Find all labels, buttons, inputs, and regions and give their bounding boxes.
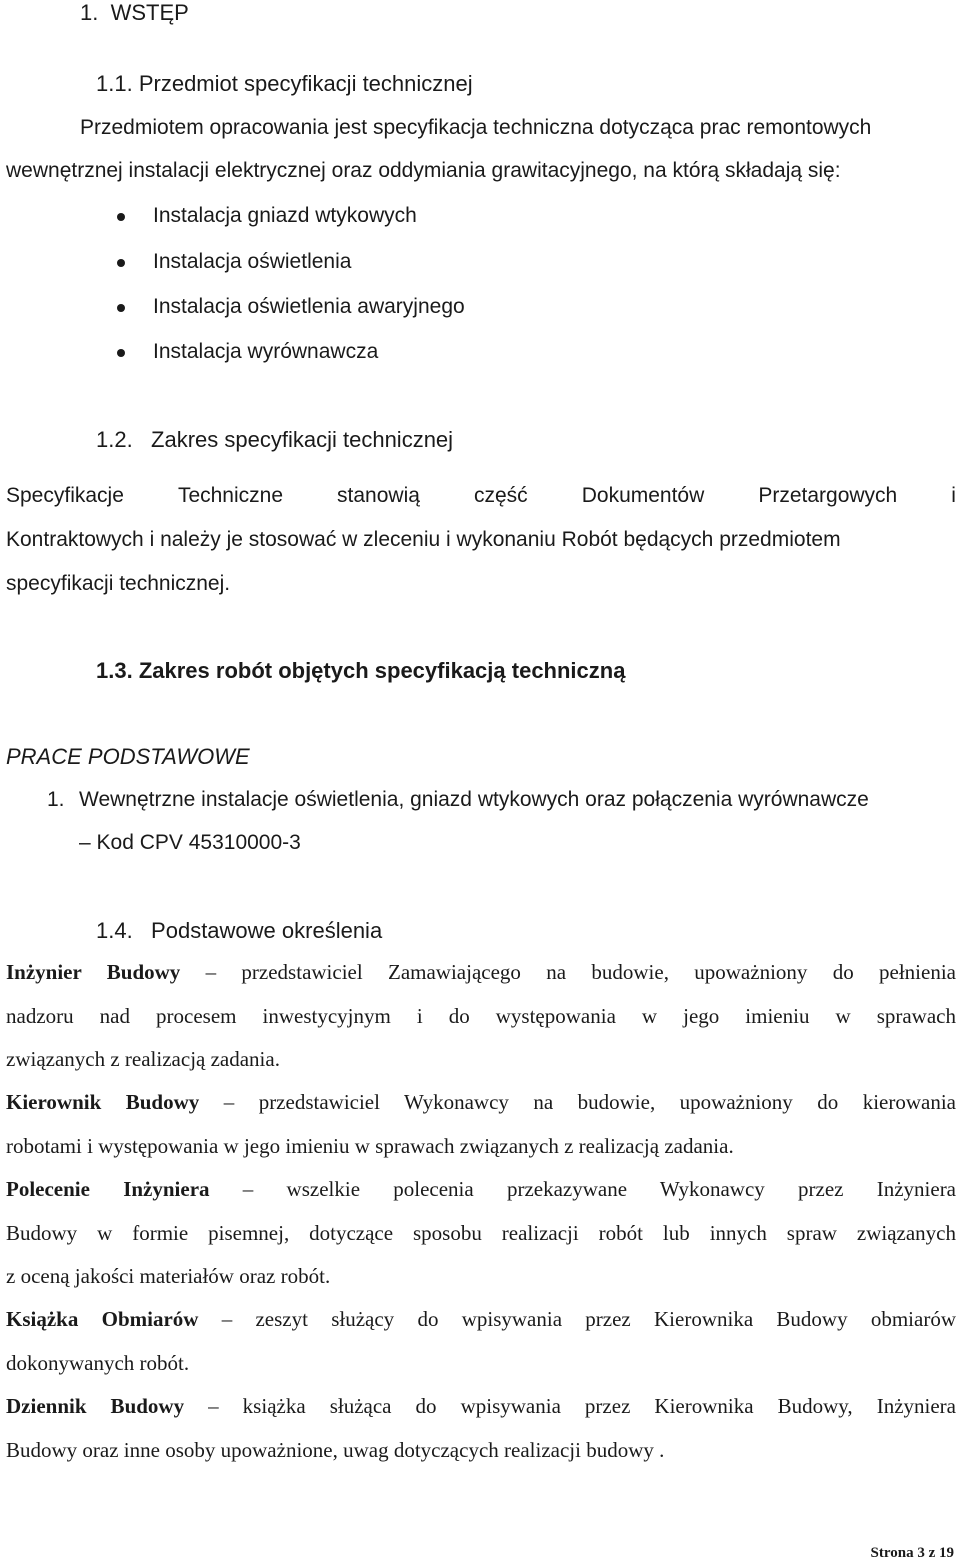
definition-line-1: Kierownik Budowy – przedstawiciel Wykonawcy na budowie, upoważniony do kierowania [6, 1090, 956, 1114]
section-1-2-title: Zakres specyfikacji technicznej [151, 427, 454, 452]
definition-line-2: robotami i występowania w jego imieniu w sprawach związanych z realizacją zadania. [6, 1134, 734, 1158]
bullet-icon [117, 349, 125, 357]
bullet-item: Instalacja oświetlenia awaryjnego [153, 295, 465, 318]
heading-1-title: WSTĘP [110, 0, 189, 25]
heading-1 [80, 0, 189, 26]
section-1-2-para-line-1: Specyfikacje Techniczne stanowią część Dokumentów Przetargowych i [6, 484, 956, 507]
bullet-item: Instalacja gniazd wtykowych [153, 204, 417, 227]
definition-line-2: nadzoru nad procesem inwestycyjnym i do występowania w jego imieniu w sprawach [6, 1004, 956, 1028]
section-1-2-para-line-2: Kontraktowych i należy je stosować w zleceniu i wykonaniu Robót będących przedmiotem [6, 528, 841, 551]
section-1-1-heading [96, 71, 473, 97]
section-1-1-number: 1.1. [96, 71, 133, 96]
section-1-1-title: Przedmiot specyfikacji technicznej [138, 71, 473, 96]
page-number: Strona 3 z 19 [870, 1545, 954, 1561]
definition-term: Dziennik Budowy [6, 1394, 185, 1418]
work-item-number: 1. [47, 788, 65, 811]
definition-line-2: Budowy oraz inne osoby upoważnione, uwag dotyczących realizacji budowy . [6, 1438, 665, 1462]
work-item-line-2: – Kod CPV 45310000-3 [79, 831, 301, 854]
bullet-icon [117, 304, 125, 312]
section-1-1-para-line-2: wewnętrznej instalacji elektrycznej oraz oddymiania grawitacyjnego, na którą składają się: [6, 159, 841, 182]
definition-term: Polecenie Inżyniera [6, 1177, 210, 1201]
work-item-line-1: Wewnętrzne instalacje oświetlenia, gniazd wtykowych oraz połączenia wyrównawcze [79, 788, 869, 811]
definition-term: Inżynier Budowy [6, 960, 181, 984]
section-1-4-title: Podstawowe określenia [151, 918, 383, 943]
section-1-3-number: 1.3. [96, 658, 133, 683]
definition-line-1: Polecenie Inżyniera – wszelkie polecenia przekazywane Wykonawcy przez Inżyniera [6, 1177, 957, 1201]
section-1-3-heading [96, 658, 625, 684]
definition-line-3: związanych z realizacją zadania. [6, 1047, 280, 1071]
section-1-4-heading [96, 918, 382, 944]
bullet-item: Instalacja oświetlenia [153, 250, 352, 273]
prace-podstawowe-subheading: PRACE PODSTAWOWE [6, 744, 250, 769]
definition-line-1: Książka Obmiarów – zeszyt służący do wpisywania przez Kierownika Budowy obmiarów [6, 1307, 956, 1331]
bullet-item: Instalacja wyrównawcza [153, 340, 379, 363]
definition-term: Kierownik Budowy [6, 1090, 200, 1114]
definition-line-1: Dziennik Budowy – książka służąca do wpisywania przez Kierownika Budowy, Inżyniera [6, 1394, 956, 1418]
definition-line-3: z oceną jakości materiałów oraz robót. [6, 1264, 331, 1288]
section-1-2-heading [96, 427, 453, 453]
definition-line-1: Inżynier Budowy – przedstawiciel Zamawiającego na budowie, upoważniony do pełnienia [6, 960, 956, 984]
bullet-icon [117, 213, 125, 221]
definition-line-2: dokonywanych robót. [6, 1351, 190, 1375]
bullet-icon [117, 259, 125, 267]
definition-line-2: Budowy w formie pisemnej, dotyczące sposobu realizacji robót lub innych spraw związanych [6, 1221, 956, 1245]
section-1-4-number: 1.4. [96, 918, 133, 943]
heading-1-number: 1. [80, 0, 99, 25]
section-1-2-para-line-3: specyfikacji technicznej. [6, 572, 231, 595]
section-1-3-title: Zakres robót objętych specyfikacją techniczną [138, 658, 626, 683]
section-1-2-number: 1.2. [96, 427, 133, 452]
section-1-1-para-line-1: Przedmiotem opracowania jest specyfikacja techniczna dotycząca prac remontowych [80, 116, 872, 139]
definition-term: Książka Obmiarów [6, 1307, 199, 1331]
